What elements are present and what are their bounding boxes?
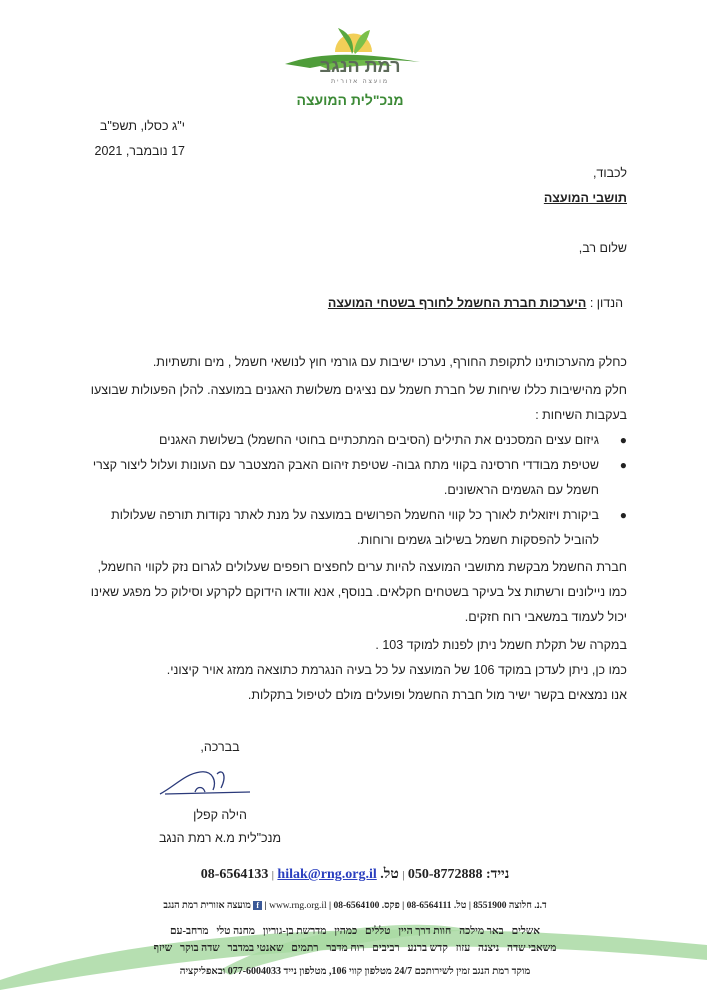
subject-label: הנדון : [589,296,623,310]
paragraph-2-line-2: בעקבות השיחות : [535,408,627,422]
email-link[interactable]: hilak@rng.org.il [277,867,377,882]
salutation: לכבוד, [592,166,627,180]
council-logo [280,22,430,92]
paragraph-2-line-1: חלק מהישיבות כללו שיחות של חברת חשמל עם נציגים משלושת האגנים במועצה. להלן הפעולות שבוצעו [90,383,627,397]
facebook-page[interactable]: מועצה אזורית רמת הנגב [163,901,251,911]
letter-body [75,350,627,708]
closing: בברכה, [200,740,240,754]
bullet-icon: ● [619,458,627,472]
settlements-line-2: משאבי שדה ניצנה עזוז קדש ברנע רביבים רוח מדבר רתמים שאנטי במדבר שדה בוקר שיזף [153,943,557,954]
logo-name: רמת הנגב [319,56,401,76]
subject-text: היערכות חברת החשמל לחורף בשטחי המועצה [327,296,587,310]
mobile-number: 050-8772888 [407,867,483,882]
hotline-line: מוקד רמת הנגב זמין לשירותכם 24/7 מטלפון קווי 106, מטלפון נייד 077-6004033 ובאפליקציה [179,966,531,977]
settlements-line-1: אשלים באר מילכה חוות דרך היין טללים כמהין מדרשת בן-גוריון מחנה טלי מרחב-עם [169,926,540,937]
separator: | [271,870,274,881]
paragraph-5: כמו כן, ניתן לעדכן במוקד 106 של המועצה על כל בעיה הנגרמת כתוצאה ממזג אויר קיצוני. [166,663,627,677]
paragraph-1: כחלק מהערכותינו לתקופת החורף, נערכו ישיבות עם גורמי חוץ לנושאי חשמל , מים ותשתיות. [152,355,627,369]
bullet-item [75,453,627,503]
address: ד.נ. חלוצה 8551900 [473,901,547,911]
handwritten-signature [155,764,255,804]
bullet-item [75,428,627,453]
office-header: מנכ"לית המועצה [296,92,404,108]
footer-fax: פקס. 08-6564100 [333,901,400,911]
tel-number: 08-6564133 [200,867,269,882]
recipient: תושבי המועצה [543,191,627,205]
greeting: שלום רב, [578,241,627,255]
subject-line [78,296,623,310]
signer-title: מנכ"לית מ.א רמת הנגב [158,831,282,845]
bullet-item [75,503,627,553]
logo-tagline: מועצה אזורית [331,79,389,85]
tel-label: טל. [380,867,399,882]
paragraph-6: אנו נמצאים בקשר ישיר מול חברת החשמל ופועלים מולם לטיפול בתקלות. [247,688,627,702]
date-hebrew: י"ג כסלו, תשפ"ב [99,119,185,133]
paragraph-3-line-1: חברת החשמל מבקשת מתושבי המועצה להיות ערים לחפצים רופפים שעלולים לגרום נזק לקווי החשמל, [97,560,627,574]
facebook-icon[interactable]: f [253,901,262,910]
bullet-icon: ● [619,508,627,522]
footer-tel: טל. 08-6564111 [406,901,467,911]
paragraph-3-line-3: יכול לעמוד במשאבי רוח חזקים. [464,610,627,624]
contact-line [100,866,610,884]
signer-name: הילה קפלן [193,808,247,822]
bullet-text: גיזום עצים המסכנים את התילים (הסיבים המתכתיים בחוטי החשמל) בשלושת האגנים [158,433,599,447]
date-gregorian: 17 נובמבר, 2021 [94,144,185,158]
mobile-label: נייד: [485,867,510,882]
bullet-text: שטיפת מבודדי חרסינה בקווי מתח גבוה- שטיפת זיהום האבק המצטבר עם העונות ועלול ליצור קצרי חשמל עם הגשמים הראשונים. [92,458,599,497]
separator: | [402,870,405,881]
bullet-text: ביקורת ויזואלית לאורך כל קווי החשמל הפרושים במועצה על מנת לאתר נקודות תורפה שעלולות להוביל להפסקות חשמל בשילוב גשמים ורוחות. [111,508,599,547]
website-link[interactable]: www.rng.org.il [269,901,327,911]
recipient-line [82,191,627,205]
paragraph-3-line-2: כמו ניילונים ורשתות צל בעיקר בשטחים חקלאים. בנוסף, אנא וודאו הידוקם לקרקע וסילוק כל מפגע שאינו [90,585,627,599]
paragraph-4: במקרה של תקלת חשמל ניתן לפנות למוקד 103 . [375,638,627,652]
address-line: ד.נ. חלוצה 8551900 | טל. 08-6564111 | פקס. 08-6564100 | www.rng.org.il | f מועצה אזורית רמת הנגב [163,901,547,911]
bullet-icon: ● [619,433,627,447]
